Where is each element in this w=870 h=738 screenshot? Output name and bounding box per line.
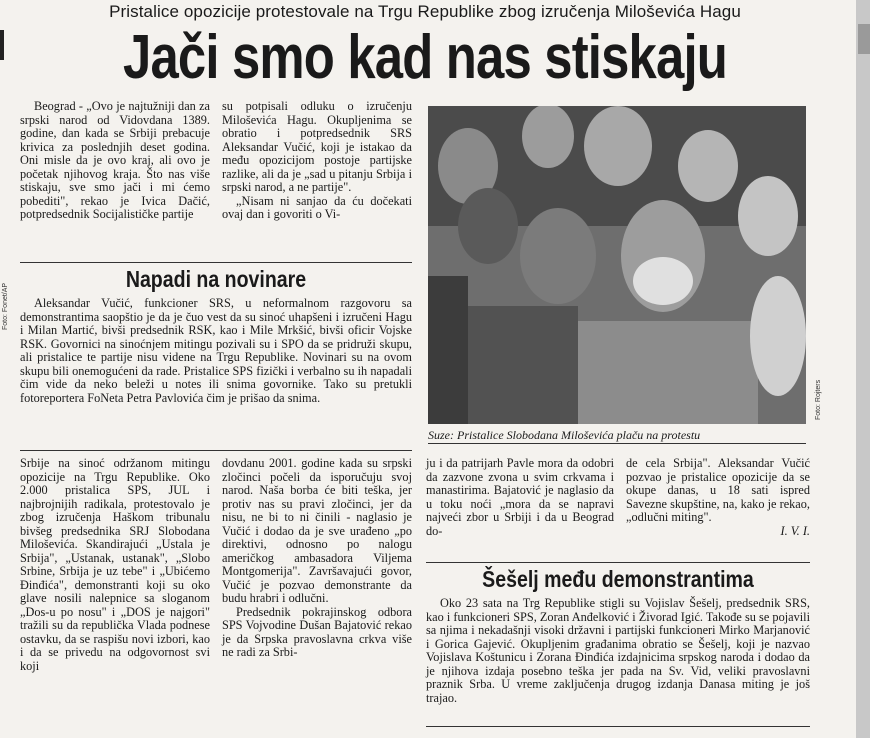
- body-column-2: [222, 457, 412, 660]
- subheading-attacks: Napadi na novinare: [125, 266, 307, 292]
- signature: I. V. I.: [780, 523, 810, 538]
- body-top-rule: [20, 450, 412, 451]
- right-page-strip: [858, 24, 870, 54]
- photo-illustration: [428, 106, 806, 424]
- bottom-rule: [426, 726, 810, 727]
- photo-caption: Suze: Pristalice Slobodana Miloševića plaču na protestu: [428, 428, 701, 442]
- attacks-paragraph: Aleksandar Vučić, funkcioner SRS, u neformalnom razgovoru sa demonstrantima saopštio je da je čuo vest da su sinoć uhapšeni i izručeni Hagu i Milan Martić, bivši predsednik RSK, kao i Mile Mrkšić, bivši oficir Vojske RSK. Govornici na sinoćnjem mitingu pozivali su i SPO da se pridruži skupu, ali pristalice te partije nisu videne na Trgu Republike. Novinari su na ovom skupu bili onemogućeni da rade. Pristalice SPS fizički i verbalno su ih napadali čim vide da neko beleži u notes ili snima govornike. Tako su pretukli fotoreportera FoNeta Petra Pavlovića čim je prišao da snima.: [20, 296, 412, 405]
- seselj-text: [426, 597, 810, 705]
- right-page-edge: [856, 0, 870, 738]
- divider-sesel: [426, 562, 810, 563]
- caption-rule: [428, 443, 806, 444]
- attacks-text: [20, 297, 412, 405]
- headline: Jači smo kad nas stiskaju: [122, 23, 728, 92]
- subheading-seselj: Šešelj među demonstrantima: [482, 566, 754, 592]
- photo-credit-left: Foto: Fonet/AP: [2, 282, 9, 330]
- body-column-4-text: de cela Srbija". Aleksandar Vučić pozvao je pristalice opozicije da se okupe danas, u 18 sati ispred Savezne skupštine, na, kako je rekao, „odlučni miting".: [626, 456, 810, 524]
- lead-column-1-text: Beograd - „Ovo je najtužniji dan za srpski narod od Vidovdana 1389. godine, dan kada se Srbiji prebacuje krivica za poslednjih deset godina. Oni misle da je ovo kraj, ali ovo je početak njihovog kraja. Što nas više stiskaju, sve smo jači i mi ćemo pobediti", rekao je Ivica Dačić, potpredsednik Socijalističke partije: [20, 99, 210, 221]
- body-column-4: [626, 457, 810, 538]
- kicker: Pristalice opozicije protestovale na Trgu Republike zbog izručenja Miloševića Hagu: [109, 2, 741, 21]
- photo-credit-rojters: Foto: Rojters: [815, 379, 822, 420]
- body-column-2-text-a: dovdanu 2001. godine kada su srpski zločinci počeli da isporučuju svoj narod. Naša borba će biti teška, jer protiv nas su pravi zločinci, jer da nisu, ne bi to ni činili - naglasio je Vučić i dodao da je sve urađeno „po direktivi, odnosno po nalogu američkog ambasadora Viljema Montgomerija". Završavajući govor, Vučić je pozvao demonstrante da budu hrabri i odlučni.: [222, 456, 412, 605]
- protest-photo: [428, 106, 806, 424]
- lead-column-2-text-a: su potpisali odluku o izručenju Miloševića Hagu. Okupljenima se obratio i potpredsednik SRS Aleksandar Vučić, koji je istakao da među opozicijom postoje partijske razlike, ali da je „sad u pitanju Srbija i srpski narod, a ne partije".: [222, 99, 412, 194]
- body-column-2-text-b: Predsednik pokrajinskog odbora SPS Vojvodine Dušan Bajatović rekao je da Srpska pravoslavna crkva više ne radi za Srbi-: [222, 604, 412, 659]
- body-column-1: [20, 457, 210, 673]
- divider-top: [20, 262, 412, 263]
- left-margin-marks: [0, 30, 4, 60]
- seselj-paragraph: Oko 23 sata na Trg Republike stigli su Vojislav Šešelj, predsednik SRS, kao i funkcioneri SPS, Zoran Anđelković i Živorad Igić. Takođe su se pojavili sa njima i nekadašnji visoki državni i partijski funkcioneri Mirko Marjanović i Gorica Gajević. Okupljenim građanima obratio se Šešelj, koji je nazvao Vojislava Koštunicu i Zorana Đinđića izdajnicima srpskog naroda i dodao da je njihova izdaja posebno teška jer pada na Sv. Vid, veliki pravoslavni praznik Srba. U vreme zaključenja drugog izdanja Danasa miting je još trajao.: [426, 596, 810, 705]
- body-column-3: [426, 457, 614, 538]
- lead-column-2-text-b: „Nisam ni sanjao da ću dočekati ovaj dan i govoriti o Vi-: [222, 193, 412, 221]
- body-column-3-text: ju i da patrijarh Pavle mora da odobri da zazvone zvona u svim crkvama i manastirima. Bajatović je naglasio da u toku noći „mora da se napravi najveći zbor u Srbiji i da u Beograd do-: [426, 456, 614, 538]
- body-column-1-text: Srbije na sinoć održanom mitingu opozicije na Trgu Republike. Oko 2.000 pristalica SPS, JUL i najbrojnijih radikala, protestovalo je zbog izručenja Haškom tribunalu bivšeg predsednika SRJ Slobodana Miloševića. Skandirajući „Ustala je Srbija", „Ustanak, ustanak", „Slobo Srbine, Srbija je uz tebe" i „Ubićemo Đinđića", demonstranti koji su oko glave nosili nalepnice sa sloganom „Dos-u po nosu" i „DOS je najgori" tražili su da republička Vlada podnese ostavku, da se raspišu novi izbori, kao i da se privedu na odgovornost svi koji: [20, 456, 210, 673]
- lead-column-2: [222, 100, 412, 222]
- lead-column-1: [20, 100, 210, 222]
